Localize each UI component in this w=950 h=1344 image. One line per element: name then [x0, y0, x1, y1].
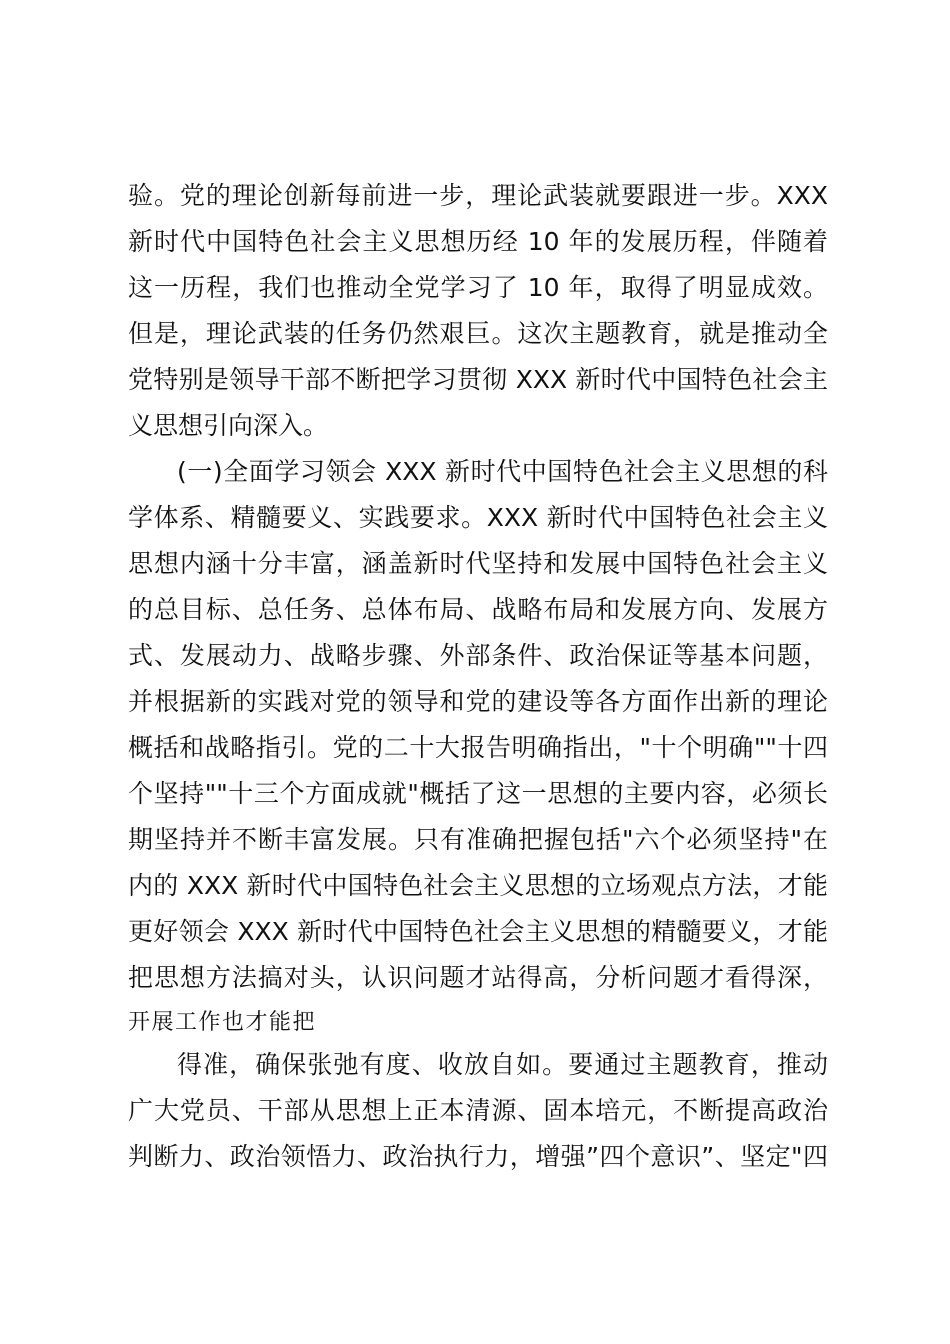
text-line: 这一历程，我们也推动全党学习了 10 年，取得了明显成效。	[128, 273, 828, 302]
paragraph-first-line: (一)全面学习领会 XXX 新时代中国特色社会主义思想的科	[177, 457, 828, 486]
paragraph-first-line: 得准，确保张弛有度、收放自如。要通过主题教育，推动	[177, 1050, 828, 1079]
text-line: 广大党员、干部从思想上正本清源、固本培元，不断提高政治	[128, 1096, 828, 1125]
text-line: 更好领会 XXX 新时代中国特色社会主义思想的精髓要义，才能	[128, 917, 828, 946]
text-line: 式、发展动力、战略步骤、外部条件、政治保证等基本问题，	[128, 641, 828, 670]
text-line: 判断力、政治领悟力、政治执行力，增强”四个意识”、坚定"四	[128, 1142, 828, 1171]
text-line: 开展工作也才能把	[128, 1010, 317, 1035]
text-line: 验。党的理论创新每前进一步，理论武装就要跟进一步。XXX	[128, 181, 828, 210]
text-line: 概括和战略指引。党的二十大报告明确指出，"十个明确""十四	[128, 733, 828, 762]
text-line: 把思想方法搞对头，认识问题才站得高，分析问题才看得深，	[128, 963, 828, 992]
text-line: 期坚持并不断丰富发展。只有准确把握包括"六个必须坚持"在	[128, 825, 828, 854]
text-line: 但是，理论武装的任务仍然艰巨。这次主题教育，就是推动全	[128, 319, 828, 348]
text-line: 新时代中国特色社会主义思想历经 10 年的发展历程，伴随着	[128, 227, 828, 256]
text-line: 党特别是领导干部不断把学习贯彻 XXX 新时代中国特色社会主	[128, 365, 828, 394]
text-line: 并根据新的实践对党的领导和党的建设等各方面作出新的理论	[128, 687, 828, 716]
text-line: 思想内涵十分丰富，涵盖新时代坚持和发展中国特色社会主义	[128, 549, 828, 578]
text-line: 义思想引向深入。	[128, 411, 329, 440]
text-line: 学体系、精髓要义、实践要求。XXX 新时代中国特色社会主义	[128, 503, 828, 532]
text-line: 内的 XXX 新时代中国特色社会主义思想的立场观点方法，才能	[128, 871, 828, 900]
text-line: 的总目标、总任务、总体布局、战略布局和发展方向、发展方	[128, 595, 828, 624]
text-line: 个坚持""十三个方面成就"概括了这一思想的主要内容，必须长	[128, 779, 828, 808]
